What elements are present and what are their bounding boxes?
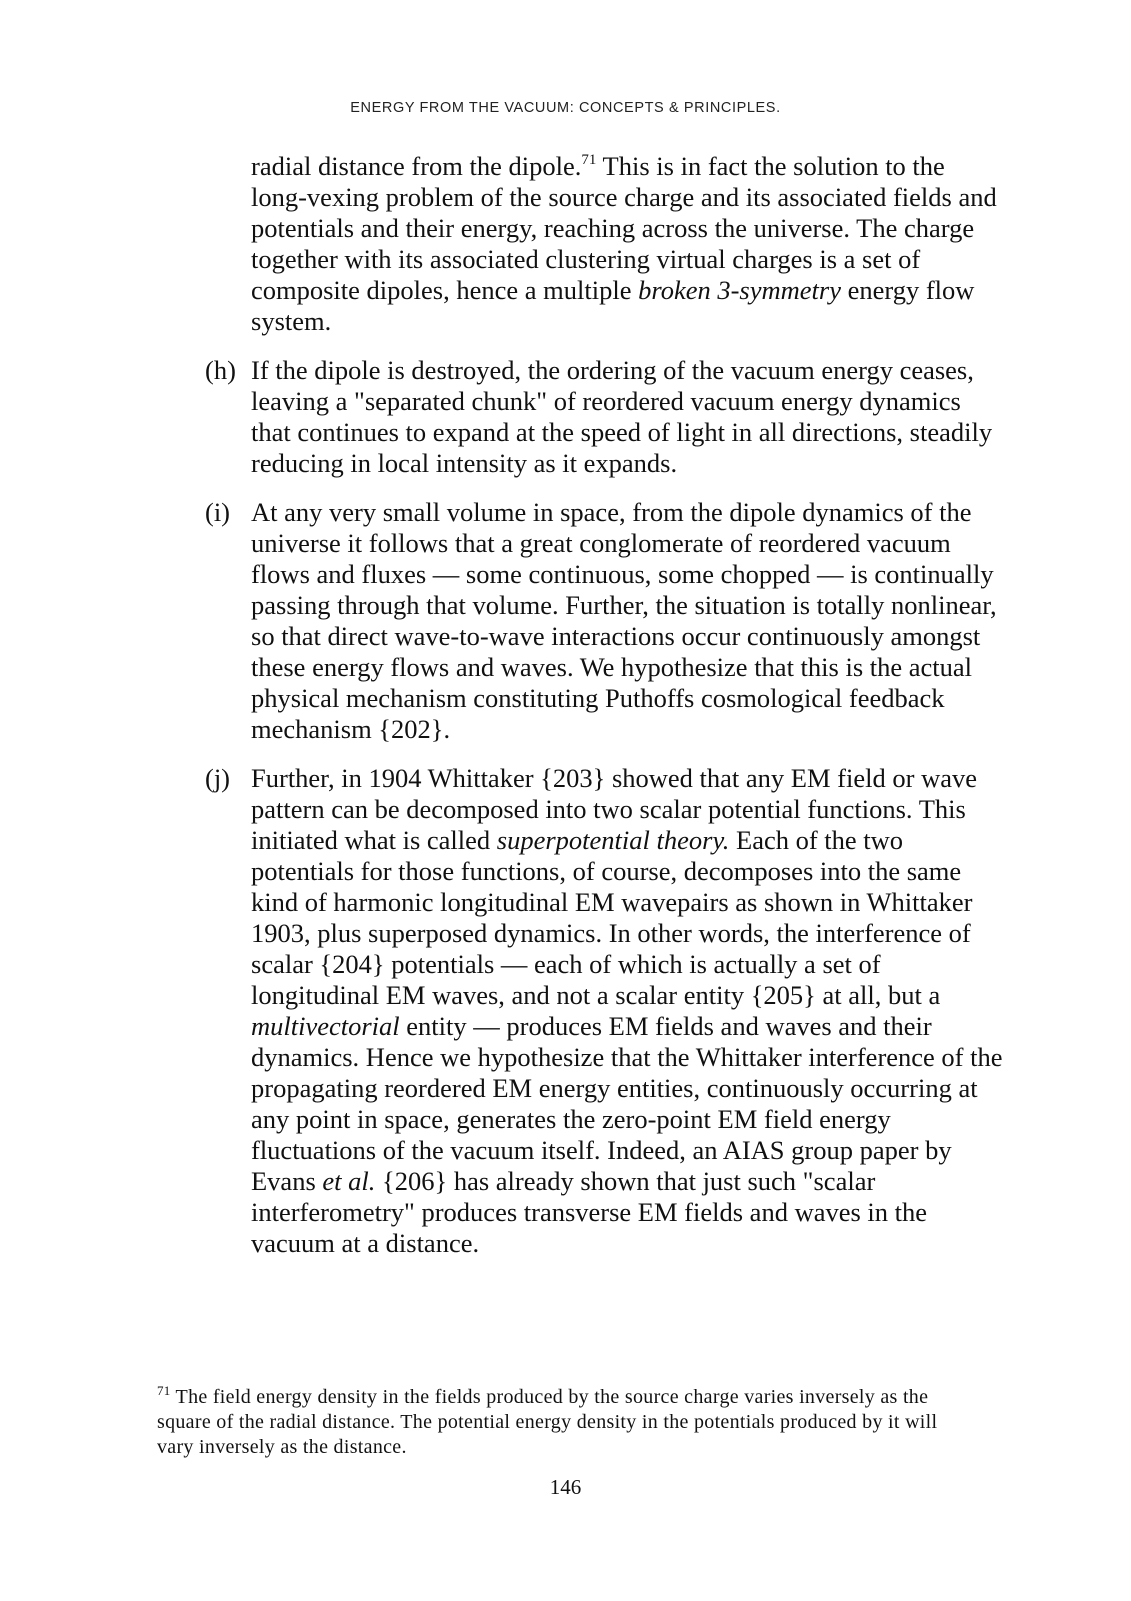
list-item-text: At any very small volume in space, from the dipole dynamics of the universe it follows that a great conglomerate of reordered vacuum flows and fluxes — some continuous, some chopped — is continually passing through that volume. Further, the situation is totally nonlinear, so that direct wave-to-wave interactions occur continuously amongst these energy flows and waves. We hypothesize that this is the actual physical mechanism constituting Puthoffs cosmological feedback mechanism {202}.	[251, 497, 997, 744]
running-head: ENERGY FROM THE VACUUM: CONCEPTS & PRINCIPLES.	[350, 100, 781, 116]
body-text	[205, 151, 1005, 1277]
emphasis-text: superpotential theory.	[496, 825, 730, 855]
list-item-h	[205, 355, 1005, 479]
list-item-i	[205, 497, 1005, 745]
footnote	[157, 1385, 977, 1460]
paragraph-text: Further, in 1904 Whittaker {203} showed that any EM field or wave pattern can be decomposed into two scalar potential functions. This initiated what is called	[251, 763, 977, 855]
emphasis-text: broken 3-symmetry	[638, 275, 841, 305]
emphasis-text: multivectorial	[251, 1011, 400, 1041]
paragraph-text: energy flow system.	[251, 275, 975, 336]
footnote-number: 71	[157, 1383, 171, 1398]
list-item-label: (h)	[205, 355, 236, 385]
continued-paragraph	[251, 151, 1005, 337]
paragraph-text: radial distance from the dipole.	[251, 151, 582, 181]
emphasis-text: et al.	[322, 1166, 376, 1196]
list-item-label: (i)	[205, 497, 231, 527]
list-item-j	[205, 763, 1005, 1259]
page-number: 146	[549, 1475, 582, 1499]
list-item-text	[251, 763, 1005, 1259]
footnote-reference: 71	[581, 152, 597, 168]
list-item-text: If the dipole is destroyed, the ordering of the vacuum energy ceases, leaving a "separated chunk" of reordered vacuum energy dynamics that continues to expand at the speed of light in all directions, steadily reducing in local intensity as it expands.	[251, 355, 993, 478]
paragraph-text: entity — produces EM fields and waves and their dynamics. Hence we hypothesize that the Whittaker interference of the propagating reordered EM energy entities, continuously occurring at any point in space, generates the zero-point EM field energy fluctuations of the vacuum itself. Indeed, an AIAS group paper by Evans	[251, 1011, 1003, 1196]
paragraph-text: This is in fact the solution to the long-vexing problem of the source charge and its associated fields and potentials and their energy, reaching across the universe. The charge together with its associated clustering virtual charges is a set of composite dipoles, hence a multiple	[251, 151, 997, 305]
paragraph-text: Each of the two potentials for those functions, of course, decomposes into the same kind of harmonic longitudinal EM wavepairs as shown in Whittaker 1903, plus superposed dynamics. In other words, the interference of scalar {204} potentials — each of which is actually a set of longitudinal EM waves, and not a scalar entity {205} at all, but a	[251, 825, 973, 1010]
paragraph-text: {206} has already shown that just such "scalar interferometry" produces transverse EM fields and waves in the vacuum at a distance.	[251, 1166, 928, 1258]
list-item-label: (j)	[205, 763, 231, 793]
footnote-text: The field energy density in the fields produced by the source charge varies inversely as the square of the radial distance. The potential energy density in the potentials produced by it will vary inversely as the distance.	[157, 1386, 938, 1458]
